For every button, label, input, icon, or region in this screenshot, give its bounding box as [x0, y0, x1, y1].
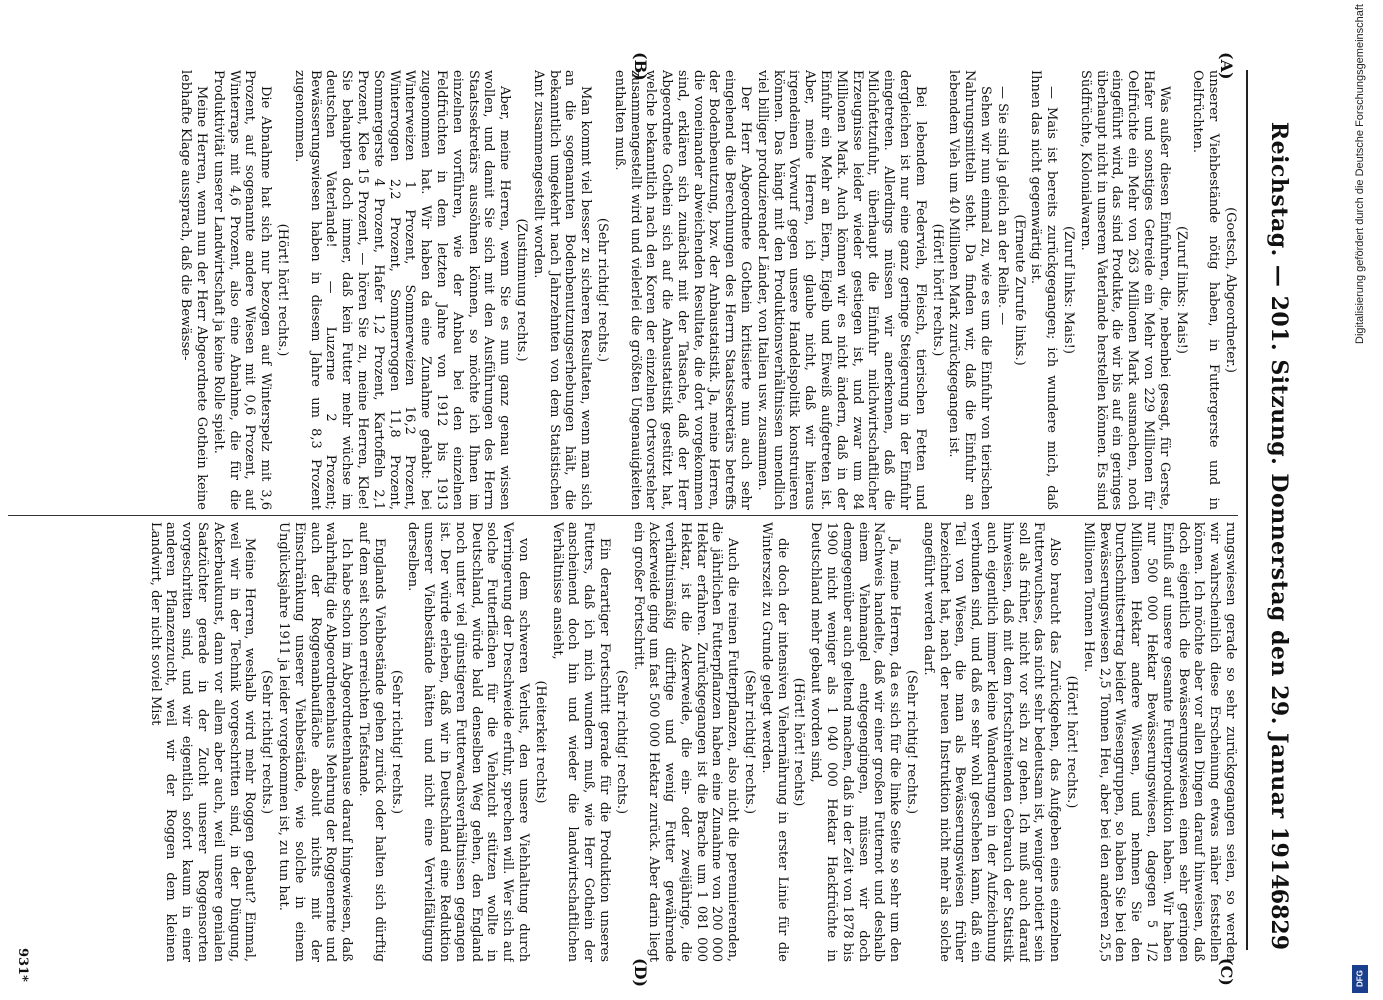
- paragraph: Der Herr Abgeordnete Gothein kritisierte nun auch sehr eingehend die Berechnungen des Herrn Staatssekretärs betreffs der Bodenbenutzung, bzw. der Anbaustatistik. Ja, meine Herren, die voneinander abweichenden Resultate, die dort vorgekommen sind, erklären sich zunächst mit der Tatsache, daß der Herr Abgeordnete Gothein sich auf die Anbaustatistik gestützt hat, welche bekanntlich nach den Koren der einzelnen Ortsvorsteher zusammengestellt wird und vielerlei die größten Ungenauigkeiten enthalten muß.: [611, 70, 754, 510]
- right-column: [48, 522, 1238, 962]
- dfg-logo: DFG: [1352, 965, 1368, 993]
- digitization-note: [1340, 0, 1383, 1000]
- interjection: (Sehr richtig! rechts.): [742, 669, 758, 815]
- paragraph: Bei lebendem Federvieh, Fleisch, tierischen Fetten und dergleichen ist nur eine ganz geringe Steigerung in der Einfuhr eingetreten. Allerdings müssen wir anerkennen, daß die Milchfettzufuhr, überhaupt die Einfuhr milchwirtschaftlicher Erzeugnisse leider wieder gestiegen ist, und zwar um 84 Millionen Mark. Auch können wir es nicht ändern, daß in der Einfuhr ein Mehr an Eiern, Eigelb und Eiweiß aufgetreten ist. Aber, meine Herren, ich glaube nicht, daß wir hieraus irgendeinen Vorwurf gegen unsere Handelspolitik konstruieren können. Das hängt mit den Produktionsverhältnissen unendlich viel billiger produzierender Länder, von Italien usw. zusammen.: [754, 70, 928, 510]
- interjection: (Sehr richtig! rechts.): [613, 669, 629, 815]
- column-divider: [8, 515, 1238, 516]
- paragraph: Auch die reinen Futterpflanzen, also nicht die perennierenden, die jährlichen Futterpflanzen haben eine Zunahme von 200 000 Hektar erfahren. Zurückgegangen ist die Brache um 1 081 000 Hektar, ist die Ackerweide, die ein- oder zweijährige, die verhältnismäßig dürftige und wenig Futter gewährende Ackerweide ging um fast 500 000 Hektar zurück. Aber darin liegt ein großer Fortschritt.: [630, 522, 741, 962]
- interjection: (Sehr richtig! rechts.): [904, 669, 920, 815]
- paragraph: Ich habe schon im Abgeordnetenhause darauf hingewiesen, daß wahrhaftig die Abgeordnetenhaus Mehrung der Roggenernte und auch der Roggenanbaufläche absolut nichts mit der Einschränkung unserer Viehbestände, wie solche in einem Unglücksjahre 1911 ja leider vorgekommen ist, zu tun hat.: [275, 522, 355, 962]
- interjection: (Sehr richtig! rechts.): [594, 217, 610, 363]
- paragraph: Ja, meine Herren, da es sich für die linke Seite so sehr um den Nachweis handelte, daß wir einer großen Futternot und deshalb einem Viehmangel entgegengingen, müssen wir doch demgegenüber auch geltend machen, daß in der Zeit von 1878 bis 1900 nicht weniger als 1 040 000 Hektar Hackfrüchte in Deutschland mehr gebaut worden sind,: [808, 522, 903, 962]
- paragraph: von dem schweren Verlust, den unsere Viehhaltung durch Verringerung der Dreschweide erfuhr, sprechen will. Wer sich auf solche Futterflächen für die Viehzucht stützen wollte in Deutschland, würde bald denselben Weg gehen, den England noch unter viel günstigeren Futterwachsverhältnissen gegangen ist. Der würde erleben, daß wir in Deutschland eine Reduktion unserer Viehbestände hätten und nicht eine Vervielfältigung derselben.: [405, 522, 531, 962]
- paragraph: Meine Herren, wenn nun der Herr Abgeordnete Gothein keine lebhafte Klage aussprach, daß die Bewässe-: [178, 70, 209, 510]
- page-title: Reichstag. — 201. Sitzung. Donnerstag den 29. Januar 1914.: [1266, 121, 1292, 899]
- footer-code: 931*: [15, 948, 30, 982]
- paragraph: unserer Viehbestände nötig haben, in Futtergerste und in Oelfrüchten.: [1190, 70, 1222, 510]
- interjection: (Hört! hört! rechts.): [1064, 675, 1080, 809]
- paragraph: Was außer diesen Einfuhren, die, nebenbei gesagt, für Gerste, Hafer und sonstiges Getreide ein Mehr von 229 Millionen für Oelfrüchte ein Mehr von 263 Millionen Mark ausmachen, noch eingeführt wird, das sind Produkte, die wir bis auf ein geringes überhaupt nicht in unserem Vaterlande herstellen können. Es sind Südfrüchte, Kolonialwaren.: [1077, 70, 1172, 510]
- paragraph: Aber, meine Herren, wenn Sie es nun ganz genau wissen wollen, und damit Sie sich mit den Ausführungen des Herrn Staatssekretärs aussöhnen können, so möchte ich Ihnen im einzelnen vorführen, wie der Anbau bei den einzelnen Feldfrüchten in dem letzten Jahre von 1912 bis 1913 zugenommen hat. Wir haben da eine Zunahme gehabt: bei Winterweizen 1 Prozent, Sommerweizen 16,2 Prozent, Winterroggen 2,2 Prozent, Sommerroggen 11,8 Prozent, Sommergerste 4 Prozent, Hafer 1,2 Prozent, Kartoffeln 2,1 Prozent, Klee 15 Prozent, — hören Sie zu, meine Herren, Klee! Sie behaupten doch immer, daß kein Futter mehr wüchse im deutschen Vaterlande! — Luzerne 2 Prozent; Bewässerungswiesen haben in diesem Jahre um 8,3 Prozent zugenommen.: [291, 70, 513, 510]
- paragraph: die doch der intensiven Viehernährung in erster Linie für die Winterszeit zu Grunde gelegt werden.: [758, 522, 790, 962]
- paragraph: Ein derartiger Fortschritt gerade für die Produktion unseres Futters, daß ich mich wundern muß, wie Herr Gothein der anscheinend doch hin und wieder die landwirtschaftlichen Verhältnisse ansieht,: [549, 522, 612, 962]
- paragraph: rungswiesen gerade so sehr zurückgegangen seien, so werden wir wahrscheinlich diese Erscheinung etwas näher feststellen können. Ich möchte aber vor allen Dingen darauf hinweisen, daß doch eigentlich die Bewässerungswiesen einen sehr geringen Einfluß auf unsere gesamte Futterproduktion haben. Wir haben nur 500 000 Hektar Bewässerungswiesen, dagegen 5 1/2 Millionen Hektar andere Wiesen, und nehmen Sie den Durchschnittsertrag beider Wiesengruppen, so haben Sie bei den Bewässerungswiesen 2,5 Tonnen Heu, aber bei den anderen 25,5 Millionen Tonnen Heu.: [1080, 522, 1238, 962]
- page-number: 6829: [1266, 888, 1292, 950]
- interjection: (Zuruf links: Mais!): [1061, 226, 1077, 354]
- interjection: (Sehr richtig! rechts.): [388, 669, 404, 815]
- margin-mark-d: (D): [631, 958, 650, 988]
- interjection: (Erneute Zurufe links.): [1011, 214, 1027, 366]
- sidebar-note-text: Digitalisierung gefördert durch die Deutsche Forschungsgemeinschaft: [1354, 4, 1366, 344]
- interjection: (Zuruf links: Mais!): [1173, 226, 1189, 354]
- paragraph: Also braucht das Zurückgehen, das Aufgeben eines einzelnen Futterwuchses, das nicht sehr bedeutsam ist, weniger notiert sein soll als früher, nicht vor sich zu gehen. Ich muß auch darauf hinweisen, daß mit dem fortschreitenden Gebrauch der Statistik auch eigentlich immer kleine Wanderungen in der Aufzeichnung verbunden sind, und daß es sehr wohl geschehen kann, daß ein Teil von Wiesen, die man als Bewässerungswiesen früher bezeichnet hat, nach der neuen Instruktion nicht mehr als solche angeführt werden darf.: [920, 522, 1063, 962]
- paragraph: Sehen wir nun einmal zu, wie es um die Einfuhr von tierischen Nahrungsmitteln steht. Da finden wir, daß die Einfuhr an lebendem Vieh um 40 Millionen Mark zurückgegangen ist.: [946, 70, 994, 510]
- interjection: (Hört! hört! rechts.): [274, 223, 290, 357]
- margin-mark-c: (C): [1217, 958, 1236, 986]
- paragraph: — Sie sind ja gleich an der Reihe. —: [994, 86, 1010, 326]
- interjection: (Heiterkeit rechts): [532, 680, 548, 804]
- page-header: [1246, 70, 1310, 950]
- paragraph: Die Abnahme hat sich nur bezogen auf Winterspelz mit 3,6 Prozent, auf sogenannte andere Wiesen mit 0,6 Prozent, auf Winterraps mit 4,6 Prozent, also eine Abnahme, die für die Produktivität unserer Landwirtschaft ja keine Rolle spielt.: [210, 70, 274, 510]
- margin-mark-a: (A): [1217, 52, 1236, 80]
- paragraph: Englands Viehbestände gehen zurück oder halten sich dürftig auf dem seit schon erreichten Tiefstande.: [355, 522, 387, 962]
- paragraph: Meine Herren, weshalb wird mehr Roggen gebaut? Einmal, weil wir in der Technik vorgeschritten sind, in der Düngung, Ackerbaukunst, dann vor allem aber auch, weil unsere genialen Saatzüchter gerade in der Zucht unserer Roggensorten vorgeschritten sind, und wir eigentlich sofort kaum in einer anderen Pflanzenzucht, weil wir der Roggen dem kleinen Landwirt, der nicht soviel Mist: [147, 522, 258, 962]
- paragraph: Man kommt viel besser zu sicheren Resultaten, wenn man sich an die sogenannten Bodenbenutzungserhebungen hält, die bekanntlich umgekehrt nach Jahrzehnten von dem Statistischen Amt zusammengestellt worden.: [530, 70, 594, 510]
- paragraph: — Mais ist bereits zurückgegangen; ich wundere mich, daß Ihnen das nicht gegenwärtig ist.: [1028, 70, 1060, 510]
- interjection: (Hört! hört! rechts.): [929, 223, 945, 357]
- interjection: (Goetsch, Abgeordneter.): [1223, 207, 1238, 373]
- interjection: (Sehr richtig! rechts.): [259, 669, 275, 815]
- margin-mark-b: (B): [631, 52, 650, 81]
- interjection: (Hört! hört! rechts): [791, 677, 807, 807]
- interjection: (Zustimmung rechts.): [513, 218, 529, 362]
- left-column: [48, 70, 1238, 510]
